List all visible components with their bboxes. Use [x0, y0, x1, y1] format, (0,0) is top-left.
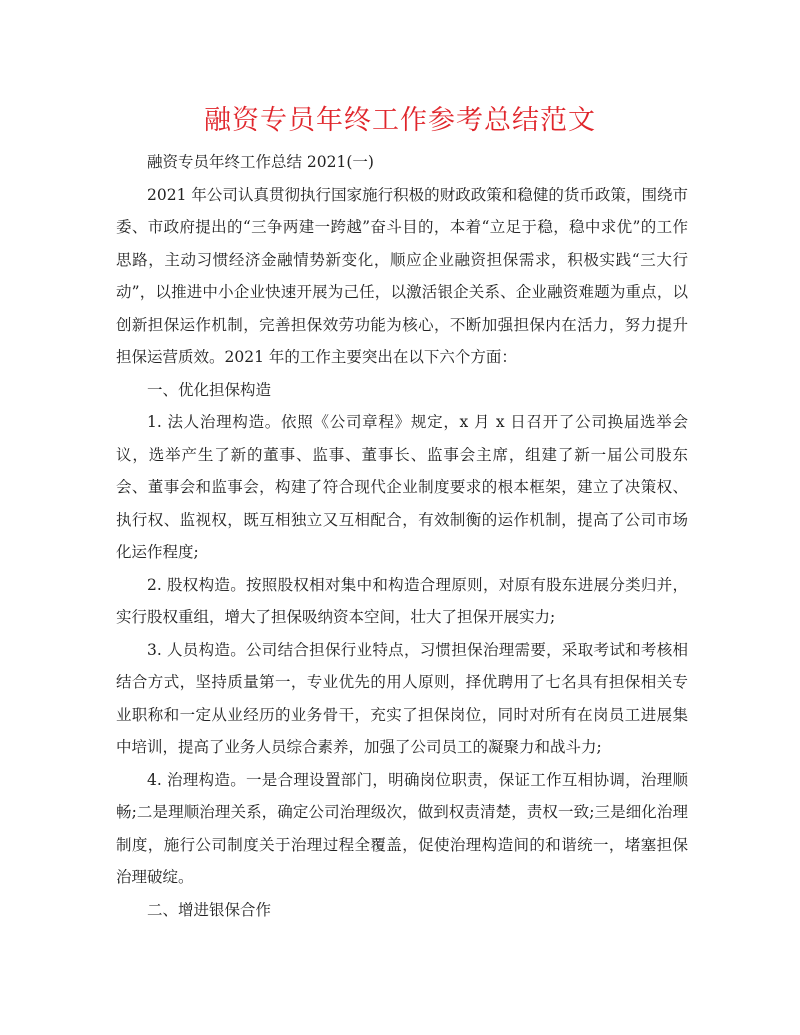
list-paragraph-1: 1. 法人治理构造。依照《公司章程》规定，x 月 x 日召开了公司换届选举会议，选举产生了新的董事、监事、董事长、监事会主席，组建了新一届公司股东会、董事会和监事会，构建了符合现代企业制度要求的根本框架，建立了决策权、执行权、监视权，既互相独立又互相配合，有效制衡的运作机制，提高了公司市场化运作程度; — [116, 413, 688, 561]
section-heading-1: 一、优化担保构造 — [147, 380, 272, 399]
list-paragraph-4: 4. 治理构造。一是合理设置部门，明确岗位职责，保证工作互相协调，治理顺畅;二是理顺治理关系，确定公司治理级次，做到权责清楚，责权一致;三是细化治理制度，施行公司制度关于治理过程全覆盖，促使治理构造间的和谐统一，堵塞担保治理破绽。 — [116, 770, 688, 886]
subtitle-paragraph: 融资专员年终工作总结 2021(一) — [147, 153, 374, 171]
document-title: 融资专员年终工作参考总结范文 — [204, 105, 596, 136]
document-body — [116, 146, 688, 926]
list-paragraph-2: 2. 股权构造。按照股权相对集中和构造合理原则，对原有股东进展分类归并，实行股权重组，增大了担保吸纳资本空间，壮大了担保开展实力; — [116, 575, 688, 626]
section-heading-2: 二、增进银保合作 — [147, 900, 272, 919]
intro-paragraph: 2021 年公司认真贯彻执行国家施行积极的财政政策和稳健的货币政策，围绕市委、市政府提出的“三争两建一跨越”奋斗目的，本着“立足于稳，稳中求优”的工作思路，主动习惯经济金融情势新变化，顺应企业融资担保需求，积极实践“三大行动”，以推进中小企业快速开展为己任，以激活银企关系、企业融资难题为重点，以创新担保运作机制，完善担保效劳功能为核心，不断加强担保内在活力，努力提升担保运营质效。2021 年的工作主要突出在以下六个方面： — [116, 185, 688, 366]
list-paragraph-3: 3. 人员构造。公司结合担保行业特点，习惯担保治理需要，采取考试和考核相结合方式，坚持质量第一，专业优先的用人原则，择优聘用了七名具有担保相关专业职称和一定从业经历的业务骨干，充实了担保岗位，同时对所有在岗员工进展集中培训，提高了业务人员综合素养，加强了公司员工的凝聚力和战斗力; — [116, 640, 688, 756]
